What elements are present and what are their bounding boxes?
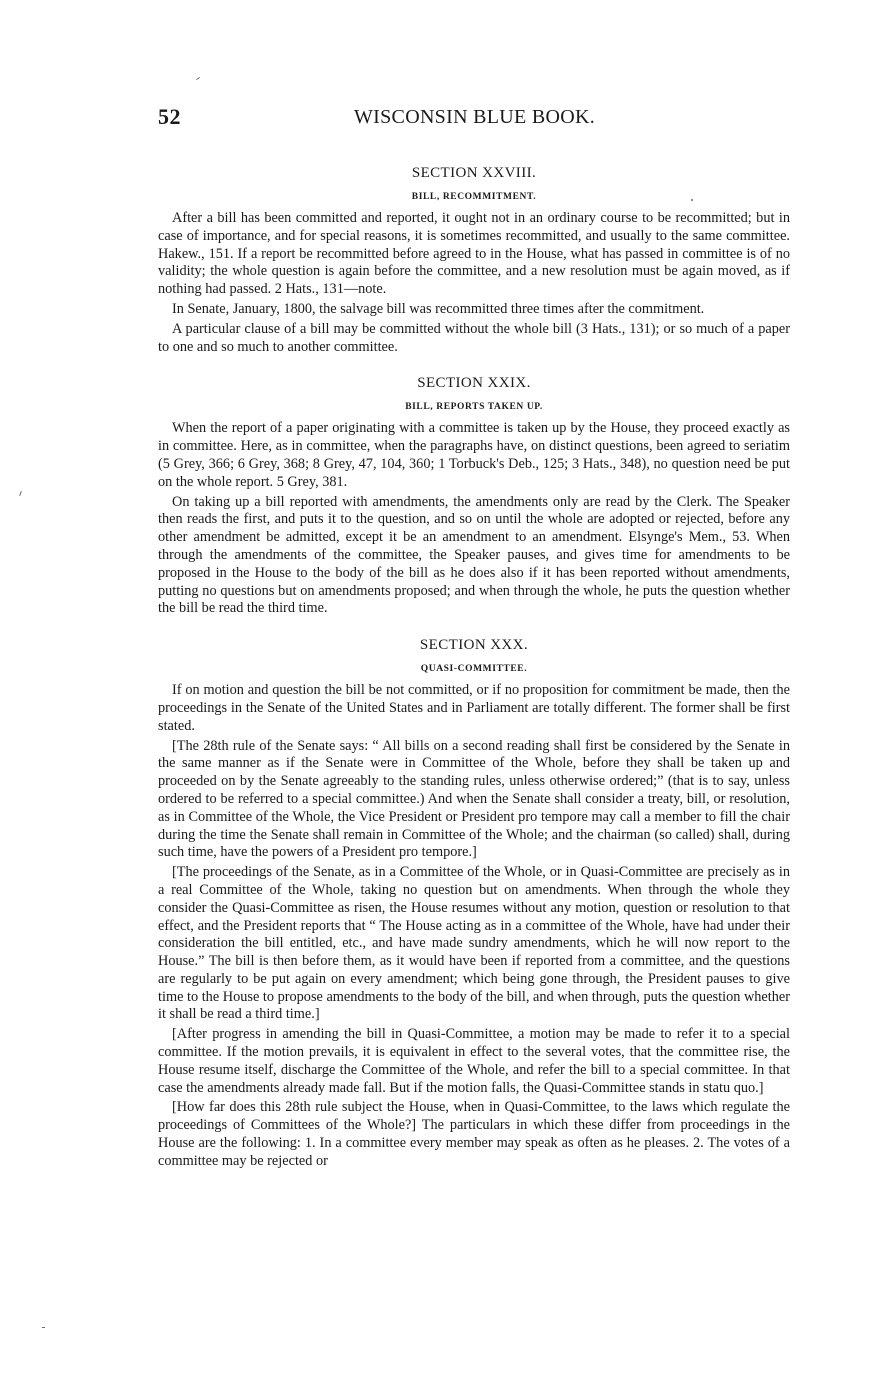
stray-mark xyxy=(19,491,22,496)
page-number: 52 xyxy=(158,104,181,129)
section-heading: SECTION XXX. xyxy=(419,637,529,654)
paragraph: [The 28th rule of the Senate says: “ All bills on a second reading shall first be considered by the Senate in the same manner as if the Senate were in Committee of the Whole, before they shall be taken up and proceeded on by the Senate agreeably to the standing rules, unless otherwise ordered;” (that is to say, unless ordered to be referred to a special committee.) And when the Senate shall consider a treaty, bill, or resolution, as in Committee of the Whole, the Vice President or President pro tempore may call a member to fill the chair during the time the Senate shall remain in Committee of the Whole; and the chairman (so called) shall, during such time, have the powers of a President pro tempore.] xyxy=(158,737,790,861)
section-heading: SECTION XXVIII. xyxy=(411,165,537,181)
paragraph: In Senate, January, 1800, the salvage bill was recommitted three times after the commitment. xyxy=(172,300,705,317)
paragraph: A particular clause of a bill may be committed without the whole bill (3 Hats., 131); or so much of a paper to one and so much to another committee. xyxy=(158,320,790,355)
page-header xyxy=(158,104,790,134)
paragraph: [How far does this 28th rule subject the House, when in Quasi-Committee, to the laws which regulate the proceedings of Committees of the Whole?] The particulars in which these differ from proceedings in the House are the following: 1. In a committee every member may speak as often as he pleases. 2. The votes of a committee may be rejected or xyxy=(158,1099,790,1169)
page-body xyxy=(158,164,790,1173)
paragraph: When the report of a paper originating with a committee is taken up by the House, they proceed exactly as in committee. Here, as in committee, when the paragraphs have, on distinct questions, been agreed to seriatim (5 Grey, 366; 6 Grey, 368; 8 Grey, 47, 104, 360; 1 Torbuck's Deb., 125; 3 Hats., 348), no question need be put on the whole report. 5 Grey, 381. xyxy=(158,420,790,490)
section-heading: SECTION XXIX. xyxy=(417,375,531,392)
stray-mark xyxy=(196,77,200,80)
section-subheading: BILL, REPORTS TAKEN UP. xyxy=(405,402,543,413)
section-29 xyxy=(158,374,790,618)
paragraph: After a bill has been committed and reported, it ought not in an ordinary course to be recommitted; but in case of importance, and for special reasons, it is sometimes recommitted, and usually to the same committee. Hakew., 151. If a report be recommitted before agreed to in the House, what has passed in committee is of no validity; the whole question is again before the committee, and a new resolution must be again moved, as if nothing had passed. 2 Hats., 131—note. xyxy=(158,210,790,298)
section-subheading: BILL, RECOMMITMENT. xyxy=(411,192,537,202)
stray-mark xyxy=(42,1327,45,1328)
section-30 xyxy=(158,636,790,1171)
paragraph: [After progress in amending the bill in Quasi-Committee, a motion may be made to refer it to a special committee. If the motion prevails, it is equivalent in effect to the several votes, that the committee rise, the House resume itself, discharge the Committee of the Whole, and refer the bill to a special committee. In that case the amendments already made fall. But if the motion falls, the Quasi-Committee stands in statu quo.] xyxy=(158,1026,790,1096)
paragraph: On taking up a bill reported with amendments, the amendments only are read by the Clerk. The Speaker then reads the first, and puts it to the question, and so on until the whole are adopted or rejected, before any other amendment be admitted, except it be an amendment to an amendment. Elsynge's Mem., 53. When through the amendments of the committee, the Speaker pauses, and gives time for amendments to be proposed in the House to the body of the bill as he does also if it has been reported without amendments, putting no questions but on amendments proposed; and when through the whole, he puts the question whether the bill be read the third time. xyxy=(158,493,790,617)
paragraph: [The proceedings of the Senate, as in a Committee of the Whole, or in Quasi-Committee are precisely as in a real Committee of the Whole, taking no question but on amendments. When through the whole they consider the Quasi-Committee as risen, the House resumes without any motion, question or resolution to that effect, and the President reports that “ The House acting as in a committee of the Whole, have had under their consideration the bill entitled, etc., and have made sundry amendments, which he will now report to the House.” The bill is then before them, as it would have been if reported from a committee, and the questions are regularly to be put again on every amendment; which being gone through, the President pauses to give time to the House to propose amendments to the body of the bill, and when through, puts the question whether it shall be read a third time.] xyxy=(158,864,790,1023)
section-28 xyxy=(158,164,790,356)
running-title: WISCONSIN BLUE BOOK. xyxy=(354,106,595,128)
paragraph: If on motion and question the bill be not committed, or if no proposition for commitment be made, then the proceedings in the Senate of the United States and in Parliament are totally different. The former shall be first stated. xyxy=(158,682,790,734)
section-subheading: QUASI-COMMITTEE. xyxy=(420,664,528,675)
